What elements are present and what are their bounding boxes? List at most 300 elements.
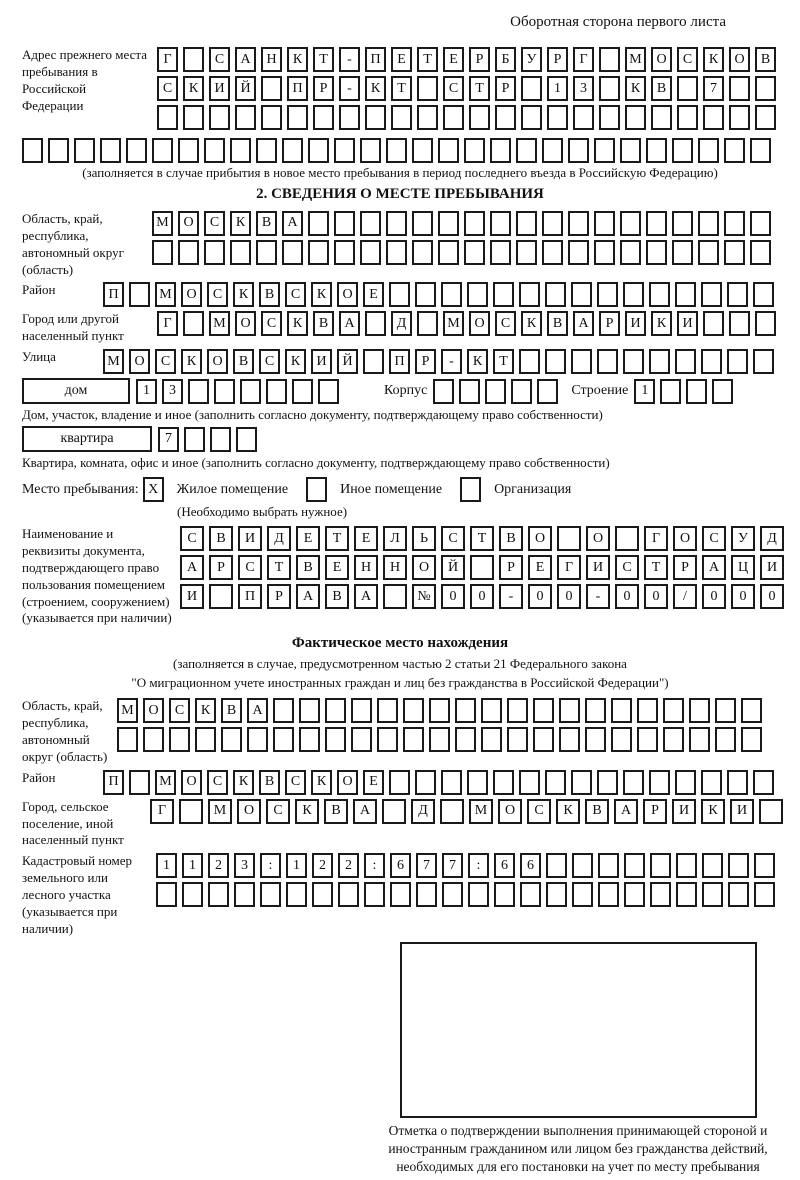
char-box[interactable]	[728, 882, 749, 907]
char-box[interactable]	[455, 698, 476, 723]
char-box[interactable]	[429, 727, 450, 752]
char-box[interactable]: С	[157, 76, 178, 101]
char-box[interactable]	[129, 282, 150, 307]
char-box[interactable]	[209, 105, 230, 130]
char-box[interactable]	[542, 211, 563, 236]
char-box[interactable]: 0	[702, 584, 726, 609]
char-box[interactable]	[741, 698, 762, 723]
char-box[interactable]	[676, 882, 697, 907]
char-box[interactable]: Р	[469, 47, 490, 72]
char-box[interactable]: С	[207, 770, 228, 795]
char-box[interactable]	[152, 240, 173, 265]
char-box[interactable]	[389, 770, 410, 795]
char-box[interactable]	[22, 138, 43, 163]
char-box[interactable]	[611, 698, 632, 723]
char-box[interactable]	[292, 379, 313, 404]
char-box[interactable]: К	[233, 770, 254, 795]
char-box[interactable]: Д	[760, 526, 784, 551]
char-box[interactable]	[383, 584, 407, 609]
char-box[interactable]	[129, 770, 150, 795]
char-box[interactable]	[598, 853, 619, 878]
char-box[interactable]	[403, 698, 424, 723]
char-box[interactable]: А	[235, 47, 256, 72]
char-box[interactable]: В	[325, 584, 349, 609]
char-box[interactable]: 1	[547, 76, 568, 101]
char-box[interactable]: А	[354, 584, 378, 609]
char-box[interactable]: О	[235, 311, 256, 336]
char-box[interactable]: В	[256, 211, 277, 236]
char-box[interactable]	[351, 727, 372, 752]
char-box[interactable]: П	[287, 76, 308, 101]
char-box[interactable]: П	[389, 349, 410, 374]
char-box[interactable]: П	[365, 47, 386, 72]
char-box[interactable]	[440, 799, 464, 824]
char-box[interactable]: К	[365, 76, 386, 101]
char-box[interactable]	[594, 138, 615, 163]
char-box[interactable]	[615, 526, 639, 551]
char-box[interactable]: Р	[499, 555, 523, 580]
char-box[interactable]	[646, 138, 667, 163]
char-box[interactable]	[117, 727, 138, 752]
char-box[interactable]: И	[209, 76, 230, 101]
char-box[interactable]: 0	[760, 584, 784, 609]
char-box[interactable]	[467, 282, 488, 307]
char-box[interactable]	[585, 698, 606, 723]
char-box[interactable]: К	[181, 349, 202, 374]
char-box[interactable]	[204, 138, 225, 163]
char-box[interactable]	[182, 882, 203, 907]
char-box[interactable]	[235, 105, 256, 130]
char-box[interactable]: 2	[338, 853, 359, 878]
char-box[interactable]: К	[287, 47, 308, 72]
char-box[interactable]	[221, 727, 242, 752]
char-box[interactable]: Р	[599, 311, 620, 336]
char-box[interactable]: 6	[494, 853, 515, 878]
char-box[interactable]	[325, 727, 346, 752]
char-box[interactable]	[236, 427, 257, 452]
char-box[interactable]	[455, 727, 476, 752]
char-box[interactable]: С	[209, 47, 230, 72]
char-box[interactable]: Г	[157, 47, 178, 72]
char-box[interactable]: Ь	[412, 526, 436, 551]
char-box[interactable]: Н	[261, 47, 282, 72]
char-box[interactable]: У	[521, 47, 542, 72]
char-box[interactable]: К	[311, 770, 332, 795]
char-box[interactable]	[256, 240, 277, 265]
char-box[interactable]: 0	[528, 584, 552, 609]
char-box[interactable]	[334, 240, 355, 265]
char-box[interactable]: К	[556, 799, 580, 824]
char-box[interactable]	[703, 311, 724, 336]
char-box[interactable]: Е	[443, 47, 464, 72]
char-box[interactable]: Й	[441, 555, 465, 580]
char-box[interactable]	[389, 282, 410, 307]
char-box[interactable]	[573, 105, 594, 130]
char-box[interactable]: Г	[150, 799, 174, 824]
char-box[interactable]	[689, 727, 710, 752]
char-box[interactable]: М	[103, 349, 124, 374]
char-box[interactable]: И	[238, 526, 262, 551]
char-box[interactable]	[183, 105, 204, 130]
char-box[interactable]	[545, 282, 566, 307]
char-box[interactable]: Т	[391, 76, 412, 101]
char-box[interactable]: В	[233, 349, 254, 374]
char-box[interactable]	[230, 240, 251, 265]
char-box[interactable]: П	[238, 584, 262, 609]
char-box[interactable]	[598, 882, 619, 907]
char-box[interactable]: К	[287, 311, 308, 336]
char-box[interactable]	[620, 138, 641, 163]
char-box[interactable]	[209, 584, 233, 609]
char-box[interactable]	[363, 349, 384, 374]
char-box[interactable]	[754, 853, 775, 878]
char-box[interactable]	[571, 770, 592, 795]
char-box[interactable]	[360, 211, 381, 236]
char-box[interactable]: 7	[416, 853, 437, 878]
char-box[interactable]	[273, 698, 294, 723]
char-box[interactable]: К	[285, 349, 306, 374]
char-box[interactable]	[519, 349, 540, 374]
char-box[interactable]	[412, 211, 433, 236]
char-box[interactable]: С	[155, 349, 176, 374]
char-box[interactable]: А	[247, 698, 268, 723]
char-box[interactable]	[715, 698, 736, 723]
char-box[interactable]: В	[209, 526, 233, 551]
char-box[interactable]: В	[259, 282, 280, 307]
char-box[interactable]: В	[755, 47, 776, 72]
char-box[interactable]	[256, 138, 277, 163]
char-box[interactable]: О	[651, 47, 672, 72]
char-box[interactable]	[729, 105, 750, 130]
char-box[interactable]: М	[152, 211, 173, 236]
char-box[interactable]	[464, 138, 485, 163]
char-box[interactable]: -	[339, 47, 360, 72]
char-box[interactable]	[157, 105, 178, 130]
char-box[interactable]: С	[207, 282, 228, 307]
char-box[interactable]	[545, 349, 566, 374]
char-box[interactable]: О	[237, 799, 261, 824]
char-box[interactable]	[312, 882, 333, 907]
char-box[interactable]: Т	[470, 526, 494, 551]
char-box[interactable]: С	[677, 47, 698, 72]
char-box[interactable]: Д	[267, 526, 291, 551]
char-box[interactable]	[360, 138, 381, 163]
char-box[interactable]: 6	[390, 853, 411, 878]
char-box[interactable]: И	[730, 799, 754, 824]
char-box[interactable]: 0	[470, 584, 494, 609]
char-box[interactable]: Е	[528, 555, 552, 580]
char-box[interactable]	[672, 138, 693, 163]
char-box[interactable]	[646, 211, 667, 236]
char-box[interactable]: Т	[493, 349, 514, 374]
char-box[interactable]	[542, 138, 563, 163]
char-box[interactable]	[210, 427, 231, 452]
char-box[interactable]	[511, 379, 532, 404]
char-box[interactable]: И	[672, 799, 696, 824]
char-box[interactable]: А	[180, 555, 204, 580]
char-box[interactable]: С	[441, 526, 465, 551]
char-box[interactable]	[712, 379, 733, 404]
char-box[interactable]: И	[180, 584, 204, 609]
char-box[interactable]: К	[625, 76, 646, 101]
char-box[interactable]	[286, 882, 307, 907]
char-box[interactable]: С	[443, 76, 464, 101]
char-box[interactable]: 1	[156, 853, 177, 878]
char-box[interactable]: Т	[325, 526, 349, 551]
char-box[interactable]	[490, 211, 511, 236]
char-box[interactable]: К	[701, 799, 725, 824]
char-box[interactable]	[759, 799, 783, 824]
char-box[interactable]	[753, 349, 774, 374]
char-box[interactable]	[438, 138, 459, 163]
char-box[interactable]	[299, 727, 320, 752]
char-box[interactable]	[516, 138, 537, 163]
char-box[interactable]: К	[183, 76, 204, 101]
char-box[interactable]	[208, 882, 229, 907]
char-box[interactable]: -	[586, 584, 610, 609]
char-box[interactable]: К	[651, 311, 672, 336]
char-box[interactable]	[568, 138, 589, 163]
char-box[interactable]: К	[467, 349, 488, 374]
char-box[interactable]	[755, 76, 776, 101]
char-box[interactable]	[308, 138, 329, 163]
char-box[interactable]	[382, 799, 406, 824]
char-box[interactable]: 7	[703, 76, 724, 101]
char-box[interactable]	[100, 138, 121, 163]
char-box[interactable]: А	[702, 555, 726, 580]
char-box[interactable]	[188, 379, 209, 404]
char-box[interactable]	[308, 240, 329, 265]
char-box[interactable]: О	[469, 311, 490, 336]
char-box[interactable]	[339, 105, 360, 130]
char-box[interactable]	[546, 882, 567, 907]
char-box[interactable]: 7	[158, 427, 179, 452]
char-box[interactable]: С	[266, 799, 290, 824]
char-box[interactable]	[261, 105, 282, 130]
char-box[interactable]	[390, 882, 411, 907]
char-box[interactable]	[234, 882, 255, 907]
char-box[interactable]	[48, 138, 69, 163]
char-box[interactable]	[753, 770, 774, 795]
checkbox[interactable]	[306, 477, 327, 502]
char-box[interactable]	[412, 138, 433, 163]
char-box[interactable]: С	[238, 555, 262, 580]
char-box[interactable]	[702, 882, 723, 907]
char-box[interactable]	[599, 47, 620, 72]
char-box[interactable]	[557, 526, 581, 551]
char-box[interactable]	[649, 282, 670, 307]
char-box[interactable]: :	[468, 853, 489, 878]
char-box[interactable]	[156, 882, 177, 907]
char-box[interactable]	[724, 240, 745, 265]
char-box[interactable]	[240, 379, 261, 404]
char-box[interactable]: К	[230, 211, 251, 236]
char-box[interactable]	[533, 698, 554, 723]
char-box[interactable]	[663, 727, 684, 752]
char-box[interactable]: С	[259, 349, 280, 374]
char-box[interactable]: Г	[557, 555, 581, 580]
char-box[interactable]	[195, 727, 216, 752]
char-box[interactable]	[334, 138, 355, 163]
char-box[interactable]	[308, 211, 329, 236]
char-box[interactable]	[334, 211, 355, 236]
char-box[interactable]: О	[178, 211, 199, 236]
char-box[interactable]	[624, 853, 645, 878]
char-box[interactable]: В	[547, 311, 568, 336]
char-box[interactable]: Е	[363, 770, 384, 795]
char-box[interactable]	[442, 882, 463, 907]
char-box[interactable]	[599, 76, 620, 101]
char-box[interactable]: О	[181, 770, 202, 795]
char-box[interactable]	[318, 379, 339, 404]
char-box[interactable]: Г	[644, 526, 668, 551]
char-box[interactable]	[416, 882, 437, 907]
char-box[interactable]: Д	[411, 799, 435, 824]
char-box[interactable]	[183, 47, 204, 72]
char-box[interactable]: Т	[313, 47, 334, 72]
char-box[interactable]: 0	[615, 584, 639, 609]
char-box[interactable]: О	[207, 349, 228, 374]
char-box[interactable]	[260, 882, 281, 907]
char-box[interactable]: Д	[391, 311, 412, 336]
char-box[interactable]	[650, 882, 671, 907]
char-box[interactable]: А	[614, 799, 638, 824]
char-box[interactable]	[519, 770, 540, 795]
char-box[interactable]	[623, 282, 644, 307]
char-box[interactable]: -	[441, 349, 462, 374]
char-box[interactable]	[620, 211, 641, 236]
char-box[interactable]	[677, 105, 698, 130]
char-box[interactable]	[438, 211, 459, 236]
char-box[interactable]	[572, 853, 593, 878]
char-box[interactable]: 3	[162, 379, 183, 404]
char-box[interactable]: 2	[312, 853, 333, 878]
char-box[interactable]	[650, 853, 671, 878]
char-box[interactable]	[728, 853, 749, 878]
char-box[interactable]: М	[209, 311, 230, 336]
char-box[interactable]	[637, 698, 658, 723]
char-box[interactable]: Е	[391, 47, 412, 72]
char-box[interactable]: А	[353, 799, 377, 824]
char-box[interactable]: Р	[209, 555, 233, 580]
char-box[interactable]	[651, 105, 672, 130]
char-box[interactable]: -	[339, 76, 360, 101]
char-box[interactable]: О	[673, 526, 697, 551]
char-box[interactable]	[701, 770, 722, 795]
char-box[interactable]: П	[103, 770, 124, 795]
char-box[interactable]: С	[527, 799, 551, 824]
char-box[interactable]	[727, 282, 748, 307]
char-box[interactable]: О	[412, 555, 436, 580]
char-box[interactable]: К	[295, 799, 319, 824]
char-box[interactable]	[750, 211, 771, 236]
char-box[interactable]: Т	[469, 76, 490, 101]
char-box[interactable]: 6	[520, 853, 541, 878]
char-box[interactable]	[521, 105, 542, 130]
char-box[interactable]	[625, 105, 646, 130]
char-box[interactable]: О	[129, 349, 150, 374]
char-box[interactable]	[672, 211, 693, 236]
char-box[interactable]	[675, 770, 696, 795]
char-box[interactable]	[568, 211, 589, 236]
char-box[interactable]	[152, 138, 173, 163]
char-box[interactable]	[676, 853, 697, 878]
char-box[interactable]: М	[117, 698, 138, 723]
char-box[interactable]	[377, 698, 398, 723]
char-box[interactable]: 3	[573, 76, 594, 101]
char-box[interactable]: 1	[634, 379, 655, 404]
char-box[interactable]	[490, 240, 511, 265]
char-box[interactable]	[493, 770, 514, 795]
char-box[interactable]	[516, 211, 537, 236]
char-box[interactable]	[507, 727, 528, 752]
char-box[interactable]: Й	[235, 76, 256, 101]
char-box[interactable]: С	[204, 211, 225, 236]
char-box[interactable]	[677, 76, 698, 101]
char-box[interactable]: В	[651, 76, 672, 101]
char-box[interactable]	[417, 311, 438, 336]
char-box[interactable]: 3	[234, 853, 255, 878]
char-box[interactable]	[468, 882, 489, 907]
char-box[interactable]	[467, 770, 488, 795]
char-box[interactable]: А	[282, 211, 303, 236]
char-box[interactable]	[183, 311, 204, 336]
char-box[interactable]	[750, 138, 771, 163]
char-box[interactable]	[698, 211, 719, 236]
char-box[interactable]	[415, 770, 436, 795]
char-box[interactable]	[698, 240, 719, 265]
char-box[interactable]: В	[585, 799, 609, 824]
char-box[interactable]	[637, 727, 658, 752]
char-box[interactable]	[214, 379, 235, 404]
char-box[interactable]	[429, 698, 450, 723]
char-box[interactable]: Е	[296, 526, 320, 551]
char-box[interactable]: Т	[267, 555, 291, 580]
char-box[interactable]: В	[313, 311, 334, 336]
char-box[interactable]: М	[155, 282, 176, 307]
char-box[interactable]	[169, 727, 190, 752]
char-box[interactable]	[750, 240, 771, 265]
char-box[interactable]	[594, 211, 615, 236]
char-box[interactable]	[391, 105, 412, 130]
char-box[interactable]	[646, 240, 667, 265]
char-box[interactable]: Р	[313, 76, 334, 101]
char-box[interactable]	[273, 727, 294, 752]
char-box[interactable]	[412, 240, 433, 265]
char-box[interactable]	[701, 349, 722, 374]
char-box[interactable]	[675, 282, 696, 307]
char-box[interactable]: М	[155, 770, 176, 795]
char-box[interactable]: Л	[383, 526, 407, 551]
char-box[interactable]	[672, 240, 693, 265]
char-box[interactable]: А	[573, 311, 594, 336]
char-box[interactable]	[470, 555, 494, 580]
char-box[interactable]	[675, 349, 696, 374]
char-box[interactable]: В	[221, 698, 242, 723]
char-box[interactable]	[754, 882, 775, 907]
char-box[interactable]	[559, 727, 580, 752]
char-box[interactable]: В	[499, 526, 523, 551]
char-box[interactable]: Р	[267, 584, 291, 609]
char-box[interactable]: К	[703, 47, 724, 72]
char-box[interactable]	[698, 138, 719, 163]
char-box[interactable]: 0	[441, 584, 465, 609]
char-box[interactable]: :	[260, 853, 281, 878]
char-box[interactable]	[351, 698, 372, 723]
char-box[interactable]	[649, 349, 670, 374]
char-box[interactable]	[490, 138, 511, 163]
char-box[interactable]	[74, 138, 95, 163]
